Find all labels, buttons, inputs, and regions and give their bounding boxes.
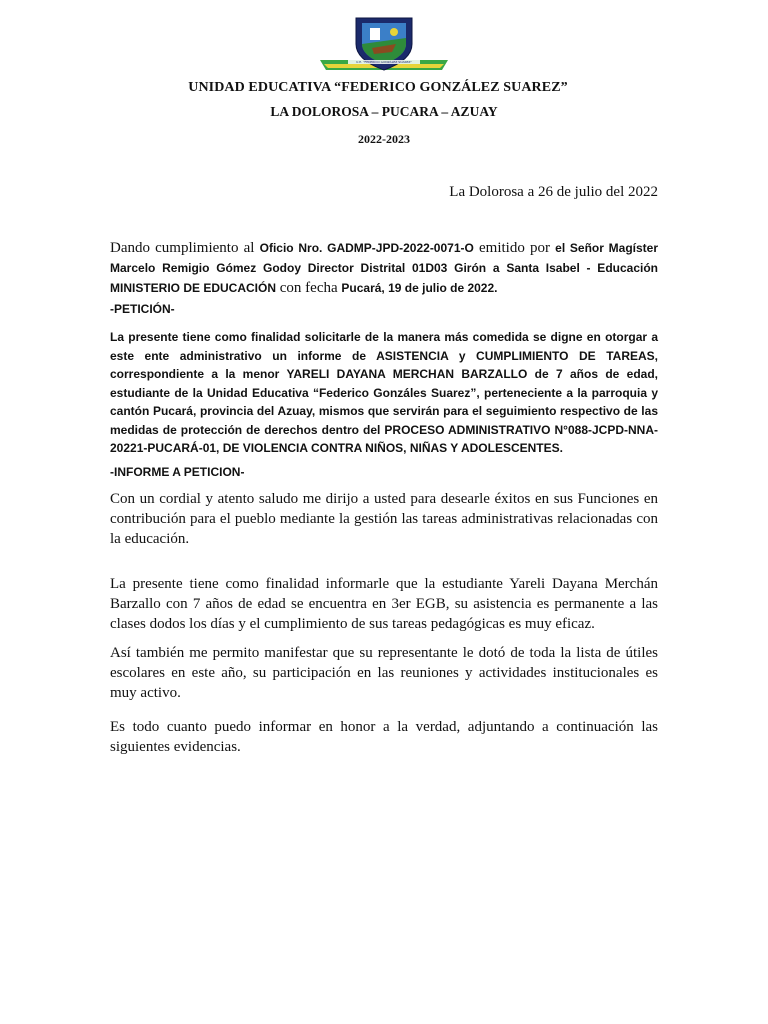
school-location: LA DOLOROSA – PUCARA – AZUAY [270,104,498,119]
body-paragraph-4: Es todo cuanto puedo informar en honor a la verdad, adjuntando a continuación las siguientes evidencias. [110,719,658,755]
body-paragraph-2: La presente tiene como finalidad informarle que la estudiante Yareli Dayana Merchán Barzallo con 7 años de edad se encuentra en 3er EGB, su asistencia es permanente a las clases dodos los días y el cumplimiento de sus tareas pedagógicas es muy eficaz. [110,576,658,632]
body-paragraph-1: Con un cordial y atento saludo me dirijo a usted para desearle éxitos en sus Funciones en contribución para el pueblo mediante la gestión las tareas administrativas relacionadas con la educación. [110,491,658,547]
body-paragraph-3: Así también me permito manifestar que su representante le dotó de toda la lista de útiles escolares en este año, su participación en las reuniones y actividades institucionales es muy activo. [110,645,658,701]
director-name: el Señor Magíster Marcelo Remigio Gómez Godoy Director Distrital 01D03 Girón a Santa Isabel - Educación MINISTERIO DE EDUCACIÓN [110,241,659,295]
svg-text:U.E. "FEDERICO GONZÁLEZ SUAREZ: U.E. "FEDERICO GONZÁLEZ SUAREZ" [356,60,412,65]
peticion-label: -PETICIÓN- [110,302,175,316]
school-shield-logo [318,14,450,76]
oficio-date: Pucará, 19 de julio de 2022. [341,281,498,295]
oficio-number: Oficio Nro. GADMP-JPD-2022-0071-O [259,241,474,255]
school-name: UNIDAD EDUCATIVA “FEDERICO GONZÁLEZ SUAREZ” [188,80,568,95]
intro-text-3: con fecha [276,280,342,296]
informe-label: -INFORME A PETICION- [110,465,245,479]
intro-text-2: emitido por [473,240,556,256]
peticion-text: La presente tiene como finalidad solicitarle de la manera más comedida se digne en otorgar a este ente administrativo un informe de ASISTENCIA y CUMPLIMIENTO DE TAREAS, correspondiente a la menor YARELI DAYANA MERCHAN BARZALLO de 7 años de edad, estudiante de la Unidad Educativa “Federico Gonzáles Suarez”, perteneciente a la parroquia y cantón Pucará, provincia del Azuay, mismos que servirán para el seguimiento respectivo de las medidas de protección de derechos dentro del PROCESO ADMINISTRATIVO N°088-JCPD-NNA-20221-PUCARÁ-01, DE VIOLENCIA CONTRA NIÑOS, NIÑAS Y ADOLESCENTES. [110,330,658,455]
intro-text-1: Dando cumplimiento al [110,240,260,256]
intro-paragraph [110,238,658,298]
school-year: 2022-2023 [358,132,410,146]
date-line: La Dolorosa a 26 de julio del 2022 [449,184,658,200]
